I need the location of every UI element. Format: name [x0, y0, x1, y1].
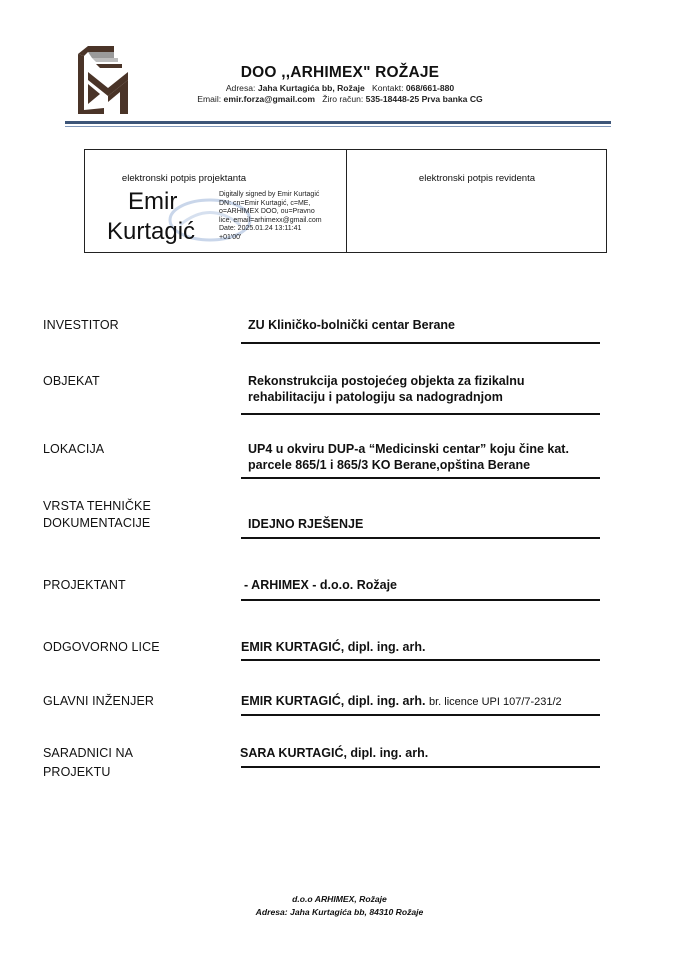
- digital-signature-details: [219, 191, 343, 243]
- footer-company: d.o.o ARHIMEX, Rožaje: [292, 894, 387, 904]
- investitor-label: INVESTITOR: [43, 318, 119, 332]
- glavni-inzenjer-value: [241, 693, 562, 711]
- footer-address: Adresa: Jaha Kurtagića bb, 84310 Rožaje: [255, 907, 424, 917]
- signature-detail-line: lice, email=arhimexx@gmail.com: [219, 216, 322, 224]
- vrsta-label-line2: DOKUMENTACIJE: [43, 516, 151, 530]
- header-divider-thin: [65, 126, 611, 127]
- lokacija-value-line1: UP4 u okviru DUP-a “Medicinski centar” koju čine kat.: [248, 442, 569, 456]
- glavni-inzenjer-label: GLAVNI INŽENJER: [43, 694, 155, 708]
- vrsta-value: IDEJNO RJEŠENJE: [248, 517, 364, 531]
- account-label: Žiro račun:: [322, 94, 364, 104]
- lokacija-value-line2: parcele 865/1 i 865/3 KO Berane,opština Berane: [248, 458, 531, 472]
- objekat-value-line2: rehabilitaciju i patologiju sa nadogradnjom: [248, 390, 503, 404]
- contact-label: Kontakt:: [371, 83, 404, 93]
- lokacija-underline: [241, 477, 600, 479]
- reviewer-signature-label: elektronski potpis revidenta: [418, 173, 536, 184]
- projektant-underline: [241, 599, 600, 601]
- signer-last-name: Kurtagić: [107, 218, 196, 245]
- glavni-inzenjer-name: EMIR KURTAGIĆ, dipl. ing. arh.: [241, 694, 426, 708]
- signature-box-divider: [346, 149, 347, 253]
- designer-signature-label: elektronski potpis projektanta: [121, 173, 247, 184]
- saradnici-underline: [241, 766, 600, 768]
- signature-detail-line: Date: 2025.01.24 13:11:41: [219, 225, 302, 233]
- vrsta-label-line1: VRSTA TEHNIČKE: [43, 499, 151, 513]
- signer-first-name: Emir: [128, 188, 178, 215]
- signature-detail-line: Digitally signed by Emir Kurtagić: [219, 191, 320, 198]
- saradnici-label-line2: PROJEKTU: [43, 765, 111, 779]
- address-label: Adresa:: [225, 83, 256, 93]
- odgovorno-lice-underline: [241, 659, 600, 661]
- contact-value: 068/661-880: [405, 83, 455, 93]
- signature-detail-line: DN: cn=Emir Kurtagić, c=ME,: [219, 199, 311, 207]
- odgovorno-lice-value: EMIR KURTAGIĆ, dipl. ing. arh.: [241, 640, 426, 654]
- signature-detail-line: o=ARHIMEX DOO, ou=Pravno: [219, 208, 315, 216]
- investitor-underline: [241, 342, 600, 344]
- company-name: DOO ,,ARHIMEX" ROŽAJE: [240, 64, 440, 81]
- investitor-value: ZU Kliničko-bolnički centar Berane: [248, 318, 455, 332]
- email-value: emir.forza@gmail.com: [223, 94, 316, 104]
- header-divider: [65, 121, 611, 124]
- saradnici-label-line1: SARADNICI NA: [43, 746, 134, 760]
- signature-detail-line: +01'00': [219, 233, 242, 241]
- company-address-line: [150, 83, 530, 93]
- vrsta-underline: [241, 537, 600, 539]
- glavni-inzenjer-underline: [241, 714, 600, 716]
- saradnici-value: SARA KURTAGIĆ, dipl. ing. arh.: [240, 746, 429, 760]
- company-email-line: [150, 94, 530, 104]
- projektant-value: - ARHIMEX - d.o.o. Rožaje: [244, 578, 398, 592]
- objekat-label: OBJEKAT: [43, 374, 100, 388]
- email-label: Email:: [197, 94, 222, 104]
- objekat-value-line1: Rekonstrukcija postojećeg objekta za fizikalnu: [248, 374, 525, 388]
- account-value: 535-18448-25 Prva banka CG: [365, 94, 483, 104]
- address-value: Jaha Kurtagića bb, Rožaje: [257, 83, 365, 93]
- lokacija-label: LOKACIJA: [43, 442, 105, 456]
- projektant-label: PROJEKTANT: [43, 578, 126, 592]
- objekat-underline: [241, 413, 600, 415]
- licence-number: br. licence UPI 107/7-231/2: [428, 696, 562, 708]
- odgovorno-lice-label: ODGOVORNO LICE: [43, 640, 160, 654]
- arhimex-logo: [74, 44, 130, 116]
